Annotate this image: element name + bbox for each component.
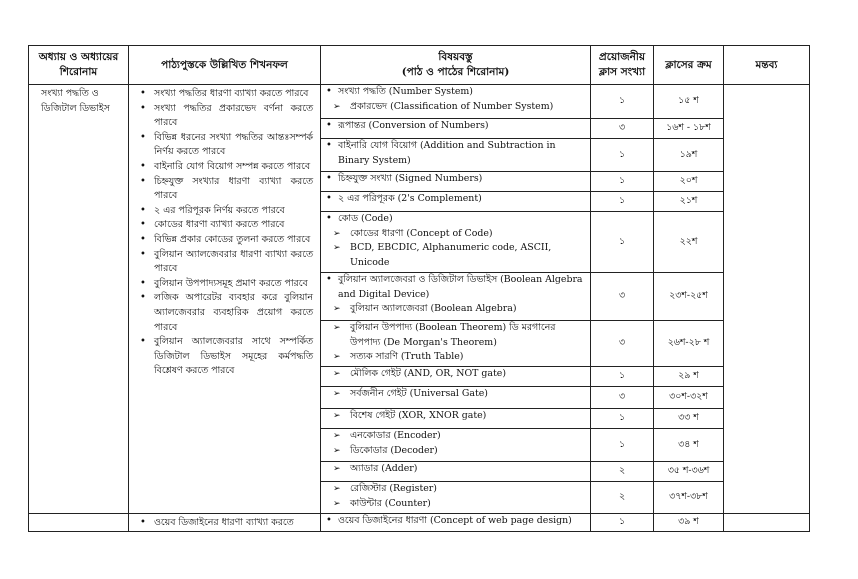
class-count: ১ xyxy=(591,429,654,462)
topic-cell xyxy=(321,139,591,172)
topic-main: • সংখ্যা পদ্ধতি (Number System) xyxy=(324,85,587,100)
class-order: ৩৭শ-৩৮শ xyxy=(654,482,724,514)
topic-sub: ➢ মৌলিক গেইট (AND, OR, NOT gate) xyxy=(324,367,587,382)
class-count: ১ xyxy=(591,367,654,387)
class-count: ১ xyxy=(591,514,654,532)
class-order: ৩৯ শ xyxy=(654,514,724,532)
class-order: ২৩শ-২৫শ xyxy=(654,273,724,321)
class-count: ৩ xyxy=(591,119,654,139)
class-order: ৩৪ শ xyxy=(654,429,724,462)
class-order: ১৫ শ xyxy=(654,85,724,119)
topic-sub: ➢ প্রকারভেদ (Classification of Number System) xyxy=(324,100,587,115)
class-count: ৩ xyxy=(591,321,654,367)
topic-main: • বুলিয়ান অ্যালজেবরা ও ডিজিটাল ডিভাইস (Boolean Algebra and Digital Device) xyxy=(324,273,587,302)
table-row xyxy=(29,85,810,119)
class-order: ২২শ xyxy=(654,212,724,273)
header-chapter: অধ্যায় ও অধ্যায়ের শিরোনাম xyxy=(29,46,129,85)
topic-cell xyxy=(321,85,591,119)
learning-outcomes xyxy=(129,85,321,514)
topic-main: • বাইনারি যোগ বিয়োগ (Addition and Subtraction in Binary System) xyxy=(324,139,587,168)
topic-cell xyxy=(321,514,591,532)
topic-cell xyxy=(321,172,591,192)
class-order: ১৬শ - ১৮শ xyxy=(654,119,724,139)
outcome-item: • বুলিয়ান উপপাদ্যসমূহ প্রমাণ করতে পারবে xyxy=(132,277,313,292)
topic-cell xyxy=(321,387,591,409)
topic-cell xyxy=(321,273,591,321)
topic-sub: ➢ বুলিয়ান অ্যালজেবরা (Boolean Algebra) xyxy=(324,302,587,317)
outcome-item: • লজিক অপারেটর ব্যবহার করে বুলিয়ান অ্যালজেবরার ব্যবহারিক প্রয়োগ করতে পারবে xyxy=(132,291,313,335)
topic-main: • রূপান্তর (Conversion of Numbers) xyxy=(324,119,587,134)
header-remark: মন্তব্য xyxy=(724,46,810,85)
outcome-item: • বাইনারি যোগ বিয়োগ সম্পন্ন করতে পারবে xyxy=(132,160,313,175)
topic-sub: ➢ এনকোডার (Encoder) xyxy=(324,429,587,444)
header-row xyxy=(29,46,810,85)
header-class-order: ক্লাসের ক্রম xyxy=(654,46,724,85)
topic-cell xyxy=(321,192,591,212)
topic-cell xyxy=(321,462,591,482)
outcome-list xyxy=(132,85,317,379)
class-count: ১ xyxy=(591,212,654,273)
topic-cell xyxy=(321,409,591,429)
topic-main: • ২ এর পরিপূরক (2's Complement) xyxy=(324,192,587,207)
outcome-item: • ওয়েব ডিজাইনের ধারণা ব্যাখ্যা করতে xyxy=(132,516,313,531)
outcome-item: • ২ এর পরিপূরক নির্ণয় করতে পারবে xyxy=(132,204,313,219)
outcome-list xyxy=(132,514,317,531)
topic-sub: ➢ বুলিয়ান উপপাদ্য (Boolean Theorem) ডি মরগানের উপপাদ্য (De Morgan's Theorem) xyxy=(324,321,587,350)
topic-main: • চিহ্নযুক্ত সংখ্যা (Signed Numbers) xyxy=(324,172,587,187)
class-count: ৩ xyxy=(591,273,654,321)
outcome-item: • বিভিন্ন ধরনের সংখ্যা পদ্ধতির আন্তঃসম্পর্ক নির্ণয় করতে পারবে xyxy=(132,131,313,160)
outcome-item: • সংখ্যা পদ্ধতির ধারণা ব্যাখ্যা করতে পারবে xyxy=(132,87,313,102)
outcome-item: • কোডের ধারণা ব্যাখ্যা করতে পারবে xyxy=(132,218,313,233)
class-order: ৩০শ-৩২শ xyxy=(654,387,724,409)
topic-sub: ➢ অ্যাডার (Adder) xyxy=(324,462,587,477)
topic-sub: ➢ কাউন্টার (Counter) xyxy=(324,497,587,512)
class-order: ২৬শ-২৮ শ xyxy=(654,321,724,367)
table-row xyxy=(29,514,810,532)
class-order: ২০শ xyxy=(654,172,724,192)
class-count: ২ xyxy=(591,462,654,482)
header-outcomes: পাঠ্যপুস্তকে উল্লিখিত শিখনফল xyxy=(129,46,321,85)
class-order: ৩৫ শ-৩৬শ xyxy=(654,462,724,482)
class-count: ১ xyxy=(591,409,654,429)
topic-cell xyxy=(321,367,591,387)
topic-main: • ওয়েব ডিজাইনের ধারণা (Concept of web page design) xyxy=(324,514,587,529)
topic-cell xyxy=(321,321,591,367)
outcome-item: • বুলিয়ান অ্যালজেবরার ধারণা ব্যাখ্যা করতে পারবে xyxy=(132,248,313,277)
topic-cell xyxy=(321,212,591,273)
outcome-item: • বুলিয়ান অ্যালজেবরার সাথে সম্পর্কিত ডিজিটাল ডিভাইস সমূহের কর্মপদ্ধতি বিশ্লেষণ করতে পারবে xyxy=(132,335,313,379)
topic-cell xyxy=(321,482,591,514)
class-count: ১ xyxy=(591,192,654,212)
topic-main: • কোড (Code) xyxy=(324,212,587,227)
header-content: বিষয়বস্তু (পাঠ ও পাঠের শিরোনাম) xyxy=(321,46,591,85)
topic-cell xyxy=(321,119,591,139)
chapter-title-empty xyxy=(29,514,129,532)
class-order: ২১শ xyxy=(654,192,724,212)
learning-outcomes xyxy=(129,514,321,532)
class-count: ১ xyxy=(591,139,654,172)
topic-sub: ➢ কোডের ধারণা (Concept of Code) xyxy=(324,227,587,242)
topic-sub: ➢ বিশেষ গেইট (XOR, XNOR gate) xyxy=(324,409,587,424)
class-count: ১ xyxy=(591,172,654,192)
class-order: ১৯শ xyxy=(654,139,724,172)
syllabus-table xyxy=(28,45,810,532)
outcome-item: • চিহ্নযুক্ত সংখ্যার ধারণা ব্যাখ্যা করতে পারবে xyxy=(132,175,313,204)
class-order: ২৯ শ xyxy=(654,367,724,387)
class-order: ৩৩ শ xyxy=(654,409,724,429)
topic-sub: ➢ BCD, EBCDIC, Alphanumeric code, ASCII, Unicode xyxy=(324,241,587,270)
topic-sub: ➢ সর্বজনীন গেইট (Universal Gate) xyxy=(324,387,587,402)
class-count: ২ xyxy=(591,482,654,514)
class-count: ১ xyxy=(591,85,654,119)
topic-sub: ➢ রেজিস্টার (Register) xyxy=(324,482,587,497)
class-count: ৩ xyxy=(591,387,654,409)
topic-cell xyxy=(321,429,591,462)
outcome-item: • সংখ্যা পদ্ধতির প্রকারভেদ বর্ণনা করতে পারবে xyxy=(132,102,313,131)
header-class-count: প্রয়োজনীয় ক্লাস সংখ্যা xyxy=(591,46,654,85)
outcome-item: • বিভিন্ন প্রকার কোডের তুলনা করতে পারবে xyxy=(132,233,313,248)
topic-sub: ➢ সত্যক সারণি (Truth Table) xyxy=(324,350,587,365)
remark-cell xyxy=(724,514,810,532)
topic-sub: ➢ ডিকোডার (Decoder) xyxy=(324,444,587,459)
chapter-title: সংখ্যা পদ্ধতি ও ডিজিটাল ডিভাইস xyxy=(29,85,129,514)
remark-cell xyxy=(724,85,810,514)
